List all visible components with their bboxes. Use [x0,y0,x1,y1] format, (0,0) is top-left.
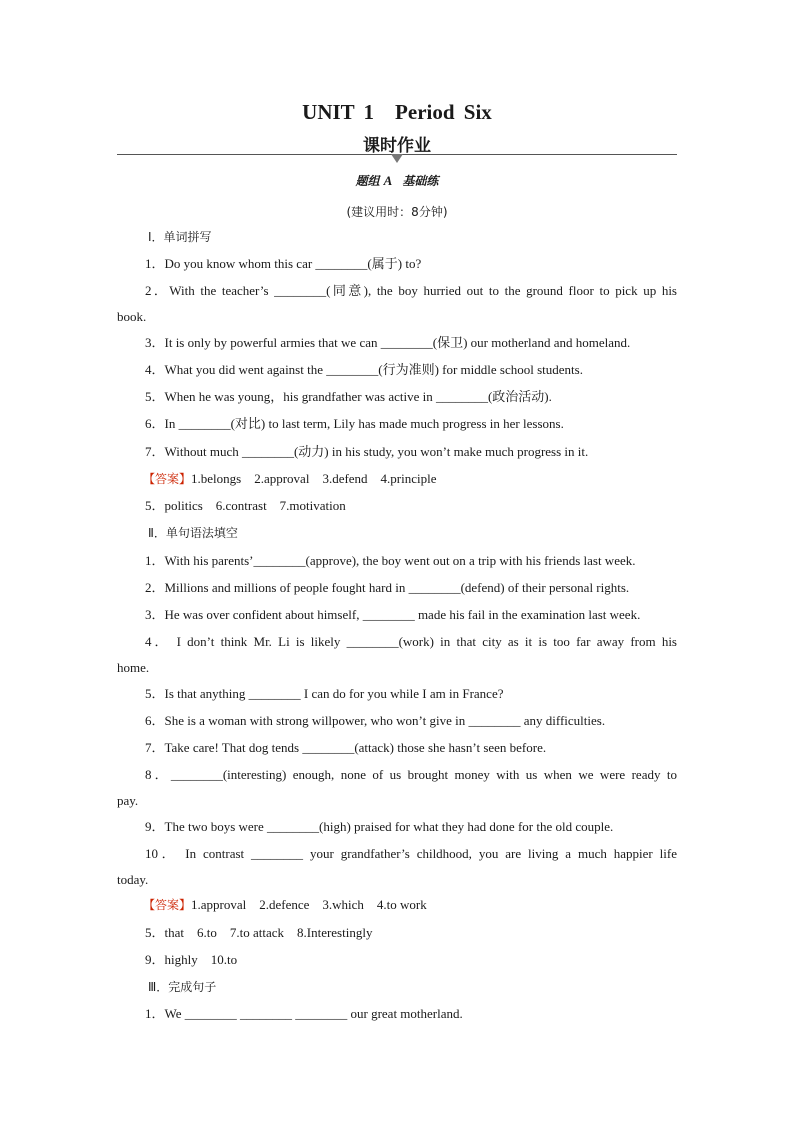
group-letter: A [383,173,393,188]
section-heading: Ⅱ．单句语法填空 [148,526,238,540]
answer-line: 5．politics 6.contrast 7.motivation [145,498,346,513]
exercise-item: 2．With the teacher’s ________(同意), the boy hurried out to the ground floor to pick up his [145,283,677,298]
exercise-item: 8．________(interesting) enough, none of us brought money with us when we were ready to [145,767,677,782]
group-name: 基础练 [402,174,439,188]
suggested-time: (建议用时：8分钟) [346,205,448,219]
triangle-marker-icon [391,154,403,163]
answer-line: 9．highly 10.to [145,952,238,967]
exercise-item: 4．What you did went against the ________(行为准则) for middle school students. [145,362,583,377]
exercise-item: 5．When he was young，his grandfather was active in ________(政治活动). [145,389,552,404]
exercise-item: 3．It is only by powerful armies that we can ________(保卫) our motherland and homeland. [145,335,631,350]
answer-text: 1.approval 2.defence 3.which 4.to work [191,897,427,912]
exercise-item: 9．The two boys were ________(high) praised for what they had done for the old couple. [145,819,614,834]
section-heading: Ⅰ．单词拼写 [148,230,212,244]
exercise-item-continued: book. [117,309,147,324]
group-heading [0,172,794,189]
exercise-item: 1．With his parents’________(approve), the boy went out on a trip with his friends last week. [145,553,636,568]
exercise-item-continued: home. [117,660,150,675]
exercise-item: 5．Is that anything ________ I can do for you while I am in France? [145,686,504,701]
exercise-item: 1．We ________ ________ ________ our great motherland. [145,1006,463,1021]
exercise-item: 7．Without much ________(动力) in his study, you won’t make much progress in it. [145,444,589,459]
exercise-item-continued: pay. [117,793,139,808]
exercise-item: 6．She is a woman with strong willpower, who won’t give in ________ any difficulties. [145,713,606,728]
exercise-item-continued: today. [117,872,149,887]
exercise-item: 3．He was over confident about himself, ________ made his fail in the examination last week. [145,607,641,622]
page-subtitle: 课时作业 [363,136,431,156]
exercise-item: 7．Take care! That dog tends ________(attack) those she hasn’t seen before. [145,740,547,755]
group-label: 题组 [355,174,380,188]
exercise-item: 2．Millions and millions of people fought hard in ________(defend) of their personal rights. [145,580,630,595]
exercise-item: 1．Do you know whom this car ________(属于) to? [145,256,422,271]
answer-tag: 【答案】 [143,898,192,912]
exercise-item: 10． In contrast ________ your grandfather’s childhood, you are living a much happier life [145,846,677,861]
exercise-item: 4． I don’t think Mr. Li is likely ________(work) in that city as it is too far away from his [145,634,677,649]
exercise-item: 6．In ________(对比) to last term, Lily has made much progress in her lessons. [145,416,564,431]
section-heading: Ⅲ．完成句子 [148,980,217,994]
answer-line: 5．that 6.to 7.to attack 8.Interestingly [145,925,373,940]
page-title: UNIT 1 Period Six [302,100,492,124]
answer-line [143,471,437,487]
answer-text: 1.belongs 2.approval 3.defend 4.principle [191,471,437,486]
answer-line [143,897,427,913]
answer-tag: 【答案】 [143,472,192,486]
